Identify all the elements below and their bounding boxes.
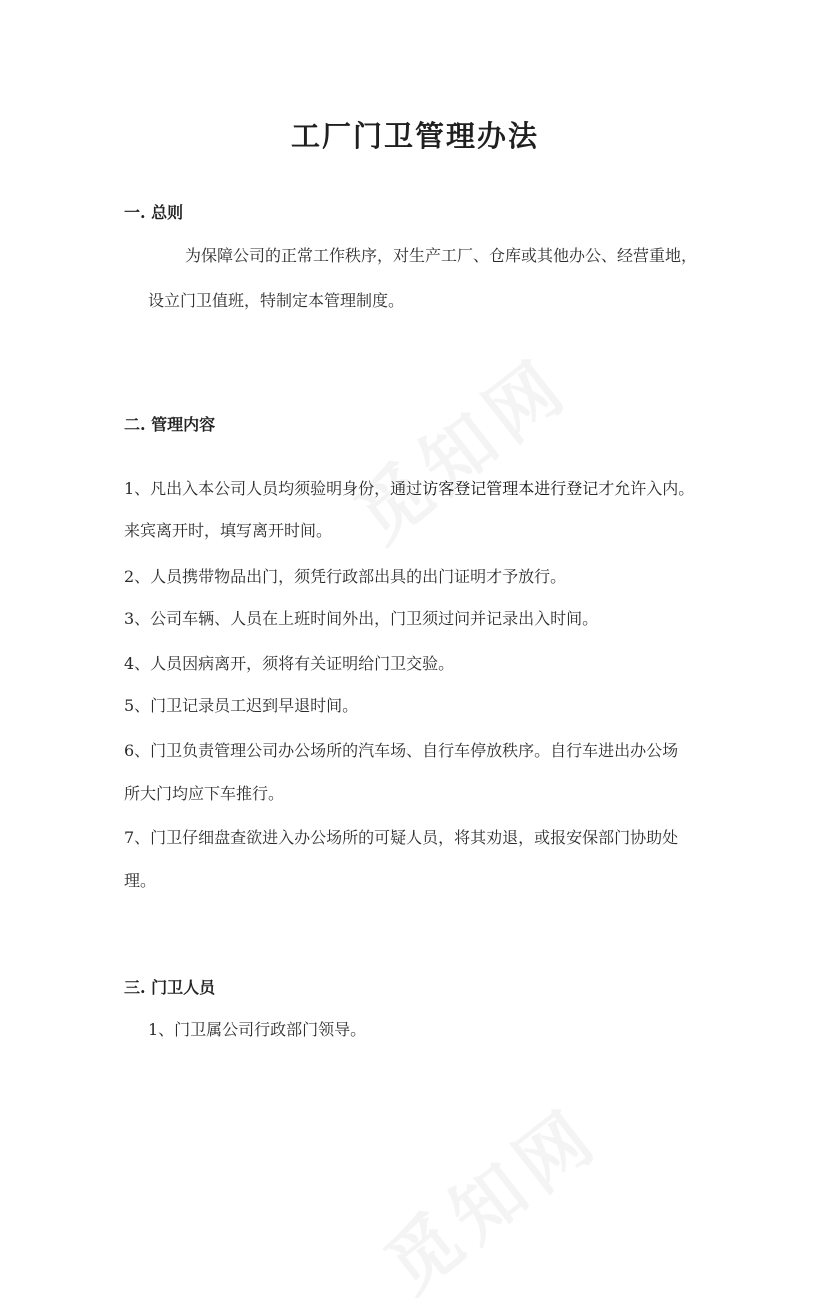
watermark [330, 329, 588, 562]
section-2-item-3: 3、公司车辆、人员在上班时间外出，门卫须过问并记录出入时间。 [124, 609, 599, 628]
watermark-bottom [360, 1079, 618, 1312]
section-2-item-7-line-2: 理。 [124, 871, 157, 890]
section-2-item-5: 5、门卫记录员工迟到早退时间。 [124, 696, 359, 715]
section-2-item-6-line-2: 所大门均应下车推行。 [124, 784, 285, 803]
section-3-item-1: 1、门卫属公司行政部门领导。 [148, 1020, 367, 1039]
section-2-item-6-line-1: 6、门卫负责管理公司办公场所的汽车场、自行车停放秩序。自行车进出办公场 [124, 741, 679, 760]
section-3-heading: 三. 门卫人员 [124, 978, 216, 997]
section-2-item-4: 4、人员因病离开，须将有关证明给门卫交验。 [124, 654, 455, 673]
section-1-paragraph-line-1: 为保障公司的正常工作秩序，对生产工厂、仓库或其他办公、经营重地， [185, 246, 698, 265]
section-2-item-7-line-1: 7、门卫仔细盘查欲进入办公场所的可疑人员，将其劝退，或报安保部门协助处 [124, 828, 679, 847]
section-1-heading: 一. 总则 [124, 203, 184, 222]
document-title: 工厂门卫管理办法 [290, 119, 539, 153]
item-1-text-emphasis: 访客登记管理本进行登记 [422, 479, 599, 498]
item-1-text-end: 才允许入内。 [598, 479, 695, 498]
section-2-heading: 二. 管理内容 [124, 415, 216, 434]
section-2-item-1-line-1 [124, 476, 694, 499]
section-2-item-2: 2、人员携带物品出门，须凭行政部出具的出门证明才予放行。 [124, 567, 567, 586]
item-1-text-start: 1、凡出入本公司人员均须验明身份，通过 [124, 479, 423, 498]
section-1-paragraph-line-2: 设立门卫值班，特制定本管理制度。 [148, 291, 405, 310]
section-2-item-1-line-2: 来宾离开时，填写离开时间。 [124, 521, 333, 540]
